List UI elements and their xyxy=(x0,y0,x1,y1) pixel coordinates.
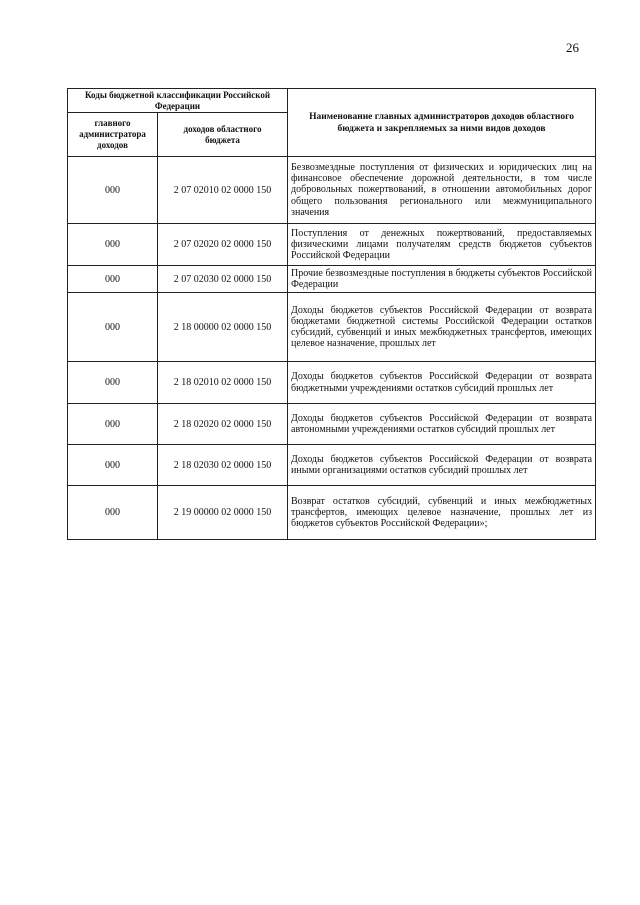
admin-code: 000 xyxy=(68,445,158,486)
header-col-revenue: доходов областного бюджета xyxy=(158,113,288,157)
admin-code: 000 xyxy=(68,266,158,293)
revenue-description: Доходы бюджетов субъектов Российской Федерации от возврата бюджетными учреждениями остатков субсидий прошлых лет xyxy=(288,362,596,404)
revenue-description: Доходы бюджетов субъектов Российской Федерации от возврата иными организациями остатков субсидий прошлых лет xyxy=(288,445,596,486)
header-col-name: Наименование главных администраторов доходов областного бюджета и закрепляемых за ними видов доходов xyxy=(288,89,596,157)
table-row xyxy=(68,157,596,224)
revenue-description: Прочие безвозмездные поступления в бюджеты субъектов Российской Федерации xyxy=(288,266,596,293)
admin-code: 000 xyxy=(68,486,158,540)
table-row xyxy=(68,293,596,362)
revenue-code: 2 07 02030 02 0000 150 xyxy=(158,266,288,293)
table-row xyxy=(68,445,596,486)
table-row xyxy=(68,486,596,540)
revenue-code: 2 07 02010 02 0000 150 xyxy=(158,157,288,224)
revenue-description: Поступления от денежных пожертвований, предоставляемых физическими лицами получателям средств бюджетов субъектов Российской Федерации xyxy=(288,224,596,266)
revenue-description: Доходы бюджетов субъектов Российской Федерации от возврата автономными учреждениями остатков субсидий прошлых лет xyxy=(288,404,596,445)
revenue-code: 2 18 02020 02 0000 150 xyxy=(158,404,288,445)
revenue-code: 2 18 02030 02 0000 150 xyxy=(158,445,288,486)
admin-code: 000 xyxy=(68,362,158,404)
header-col-admin: главного администратора доходов xyxy=(68,113,158,157)
table-row xyxy=(68,266,596,293)
table-row xyxy=(68,224,596,266)
revenue-description: Доходы бюджетов субъектов Российской Федерации от возврата бюджетами бюджетной системы Российской Федерации остатков субсидий, субвенций и иных межбюджетных трансфертов, имеющих целевое назначение, прошлых лет xyxy=(288,293,596,362)
admin-code: 000 xyxy=(68,224,158,266)
admin-code: 000 xyxy=(68,404,158,445)
revenue-code: 2 18 00000 02 0000 150 xyxy=(158,293,288,362)
admin-code: 000 xyxy=(68,293,158,362)
budget-classification-table xyxy=(67,88,596,540)
table-row xyxy=(68,362,596,404)
admin-code: 000 xyxy=(68,157,158,224)
revenue-description: Безвозмездные поступления от физических и юридических лиц на финансовое обеспечение дорожной деятельности, в том числе добровольных пожертвований, в отношении автомобильных дорог общего пользования регионального или межмуниципального значения xyxy=(288,157,596,224)
revenue-code: 2 19 00000 02 0000 150 xyxy=(158,486,288,540)
revenue-description: Возврат остатков субсидий, субвенций и иных межбюджетных трансфертов, имеющих целевое назначение, прошлых лет из бюджетов субъектов Российской Федерации»; xyxy=(288,486,596,540)
header-group-title: Коды бюджетной классификации Российской Федерации xyxy=(68,89,288,113)
table-row xyxy=(68,404,596,445)
revenue-code: 2 18 02010 02 0000 150 xyxy=(158,362,288,404)
revenue-code: 2 07 02020 02 0000 150 xyxy=(158,224,288,266)
page-number: 26 xyxy=(566,40,579,55)
